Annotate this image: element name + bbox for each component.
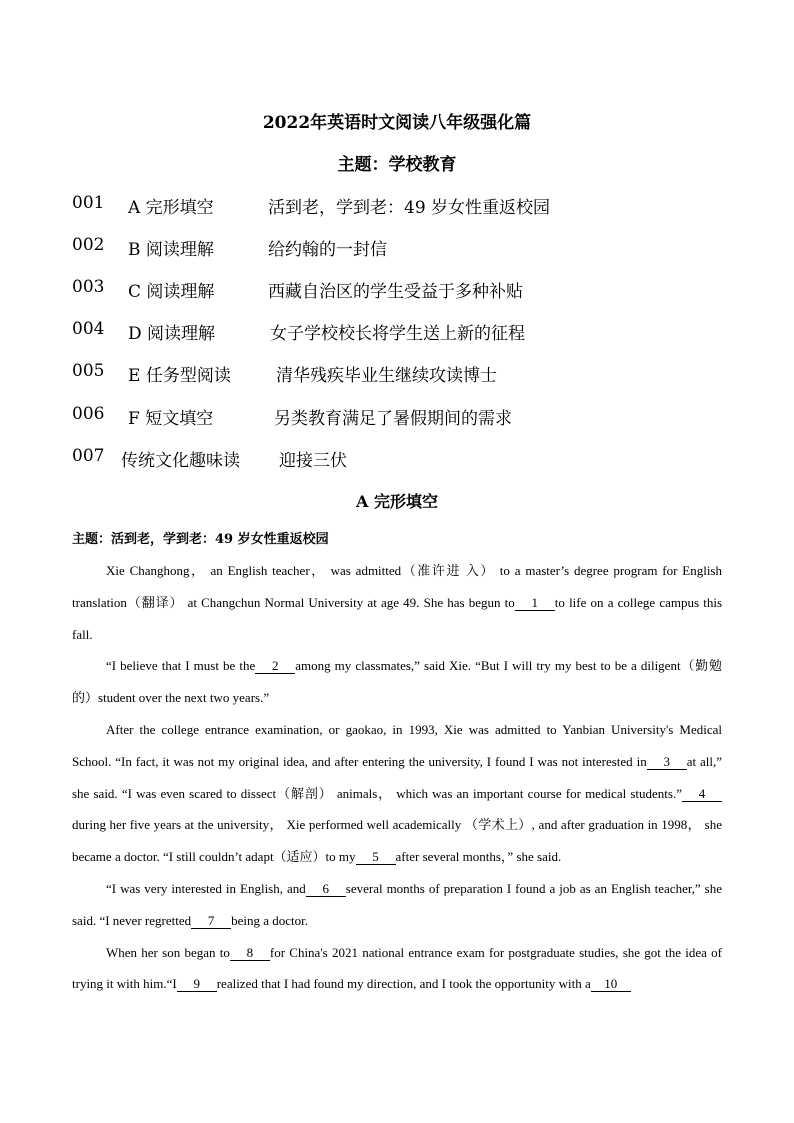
passage-text: After the college entrance examination, or gaokao, in 1993, Xie was admitted to Yanbian University's Medical School. “In fact, it was not my original idea, and after entering the university, I found I was not interested in — [72, 721, 722, 769]
toc-number: 005 — [72, 361, 105, 381]
section-topic: 主题：活到老，学到老：49 岁女性重返校园 — [72, 532, 329, 547]
toc-number: 003 — [72, 277, 105, 297]
passage-text: several months of preparation I found a job as an English teacher,” she said. “I never regretted — [72, 880, 722, 928]
toc-topic: 西藏自治区的学生受益于多种补贴 — [268, 282, 523, 302]
toc-type: C 阅读理解 — [128, 282, 215, 302]
passage-text: for China's 2021 national entrance exam for postgraduate studies, she got the idea of trying it with him.“I — [72, 944, 723, 992]
toc-number: 002 — [72, 235, 105, 255]
passage-text: being a doctor. — [231, 912, 309, 928]
toc-topic: 女子学校校长将学生送上新的征程 — [270, 324, 525, 344]
toc-topic: 活到老，学到老：49 岁女性重返校园 — [268, 198, 551, 218]
toc-type: F 短文填空 — [128, 409, 214, 429]
cloze-blank-4[interactable]: 4 — [682, 787, 722, 802]
cloze-blank-5[interactable]: 5 — [356, 850, 396, 865]
paragraph — [72, 714, 722, 873]
passage-text: When her son began to — [106, 944, 230, 960]
cloze-blank-7[interactable]: 7 — [191, 914, 231, 929]
toc-type: E 任务型阅读 — [128, 366, 231, 386]
passage-text: among my classmates,” said Xie. “But I will try my best to be a diligent（勤勉的）student over the next two years.” — [72, 658, 722, 706]
toc-topic: 清华残疾毕业生继续攻读博士 — [276, 366, 497, 386]
toc-number: 001 — [72, 193, 105, 213]
passage-text: during her five years at the university， Xie performed well academically （学术上）, and after graduation in 1998， she became a doctor. “I still couldn’t adapt（适应）to my — [72, 817, 722, 865]
cloze-blank-9[interactable]: 9 — [177, 977, 217, 992]
section-title: A 完形填空 — [356, 492, 438, 511]
passage-text: “I was very interested in English, and — [106, 880, 306, 896]
cloze-passage — [72, 555, 722, 1000]
toc-topic: 给约翰的一封信 — [268, 240, 387, 260]
toc-type: A 完形填空 — [128, 198, 214, 218]
passage-text: “I believe that I must be the — [106, 658, 256, 674]
passage-text: after several months，” she said. — [395, 849, 562, 865]
toc-number: 004 — [72, 319, 105, 339]
paragraph — [72, 873, 722, 937]
cloze-blank-2[interactable]: 2 — [255, 659, 295, 674]
paragraph — [72, 650, 722, 714]
toc-type: D 阅读理解 — [128, 324, 216, 344]
toc-type: 传统文化趣味读 — [121, 451, 240, 471]
toc-type: B 阅读理解 — [128, 240, 214, 260]
passage-text: to life on a college campus this fall. — [72, 594, 723, 642]
cloze-blank-6[interactable]: 6 — [306, 882, 346, 897]
toc-topic: 迎接三伏 — [279, 451, 347, 471]
paragraph — [72, 555, 722, 650]
cloze-blank-8[interactable]: 8 — [230, 946, 270, 961]
cloze-blank-3[interactable]: 3 — [647, 755, 687, 770]
toc-number: 007 — [72, 446, 105, 466]
passage-text: realized that I had found my direction, and I took the opportunity with a — [216, 976, 591, 992]
toc-topic: 另类教育满足了暑假期间的需求 — [274, 409, 512, 429]
paragraph — [72, 937, 722, 1001]
theme-heading: 主题：学校教育 — [337, 155, 457, 175]
document-title: 2022年英语时文阅读八年级强化篇 — [262, 113, 532, 133]
cloze-blank-10[interactable]: 10 — [591, 977, 631, 992]
toc-number: 006 — [72, 404, 105, 424]
cloze-blank-1[interactable]: 1 — [515, 596, 555, 611]
passage-text: Xie Changhong， an English teacher， was admitted（准许进 入） to a master’s degree program for English translation（翻译） at Changchun Normal University at age 49. She has begun to — [72, 563, 722, 610]
passage-text: at all,” she said. “I was even scared to dissect（解剖） animals， which was an important course for medical students.” — [72, 753, 723, 801]
